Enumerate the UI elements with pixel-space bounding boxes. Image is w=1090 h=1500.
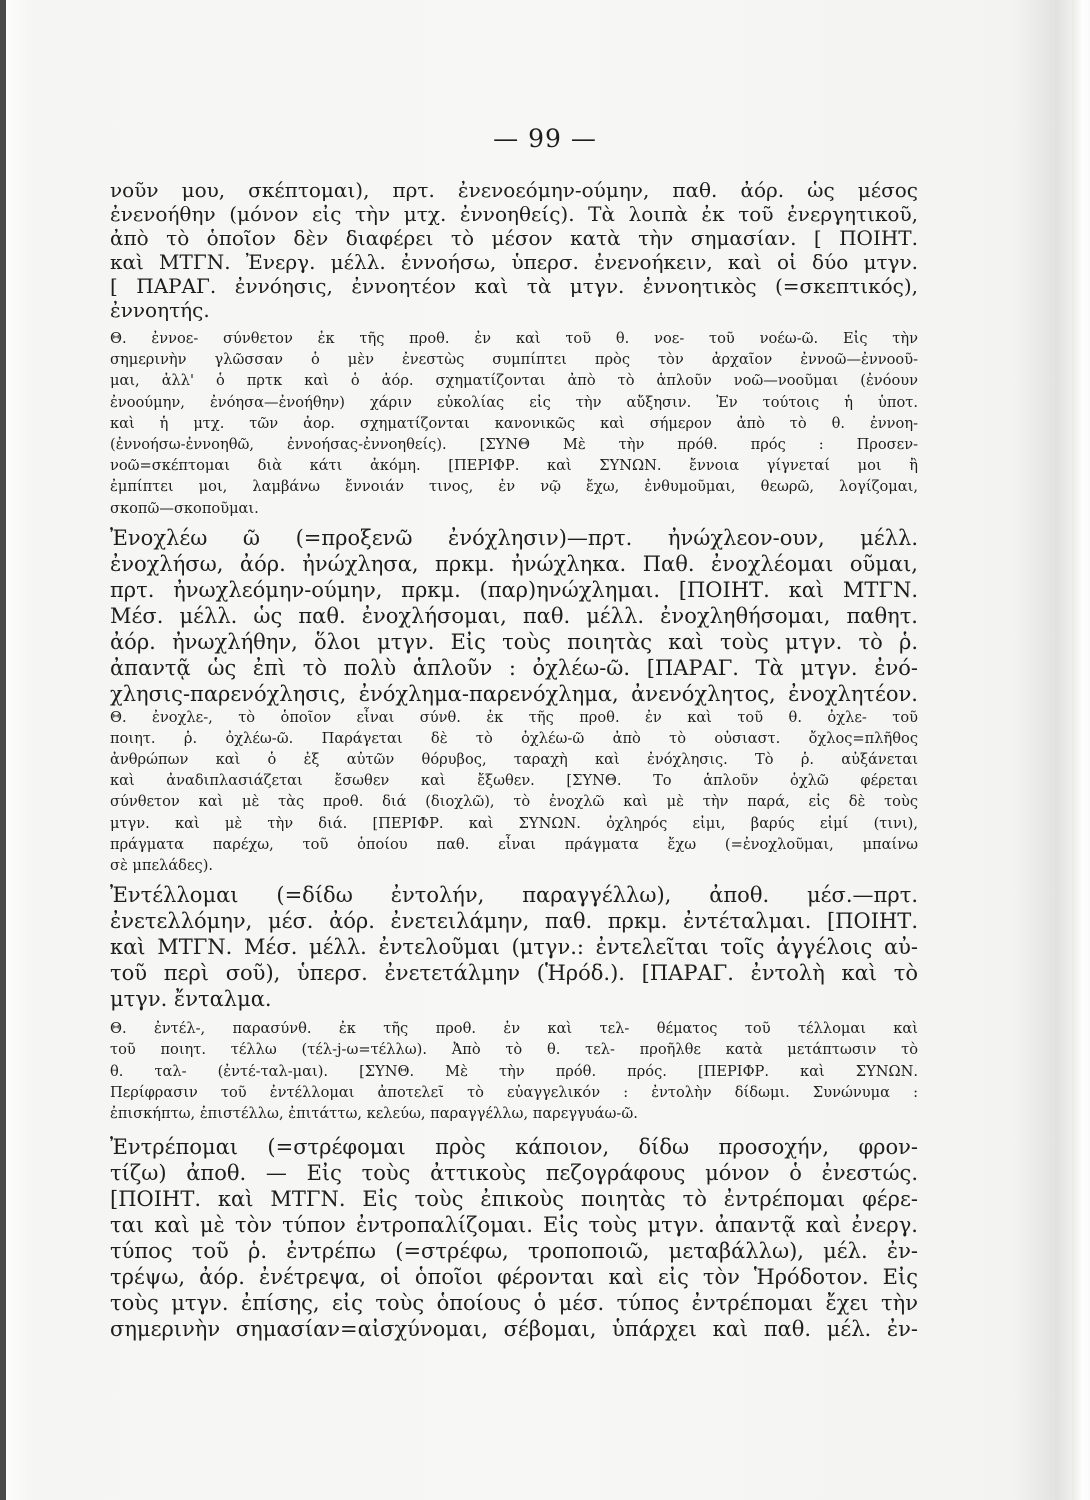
page-right-edge: [1072, 0, 1090, 1500]
note-line: σύνθετον καὶ μὲ τὰς προθ. διά (διοχλῶ), τὸ ἐνοχλῶ καὶ μὲ τὴν παρά, εἰς δὲ τοὺς: [110, 793, 918, 811]
text-line: ἀπὸ τὸ ὁποῖον δὲν διαφέρει τὸ μέσον κατὰ τὴν σημασίαν. [ ΠΟΙΗΤ.: [110, 226, 918, 250]
text-line: σημερινὴν σημασίαν=αἰσχύνομαι, σέβομαι, ὑπάρχει καὶ παθ. μέλ. ἐν-: [110, 1317, 918, 1342]
note-line: καὶ ἀναδιπλασιάζεται ἔσωθεν καὶ ἔξωθεν. [ΣΥΝΘ. Το ἁπλοῦν ὀχλῶ φέρεται: [110, 772, 918, 790]
text-line: καὶ ΜΤΓΝ. Ἐνεργ. μέλλ. ἐννοήσω, ὑπερσ. ἐνενοήκειν, καὶ οἱ δύο μτγν.: [110, 250, 918, 274]
text-line: πρτ. ἠνωχλεόμην-ούμην, πρκμ. (παρ)ηνώχλημαι. [ΠΟΙΗΤ. καὶ ΜΤΓΝ.: [110, 577, 918, 602]
scan-left-edge: [0, 0, 6, 1500]
entry-headline: Ἐνοχλέω ῶ (=προξενῶ ἐνόχλησιν)—πρτ. ἠνώχλεον-ουν, μέλλ.: [110, 525, 918, 550]
text-line: τοὺς μτγν. ἐπίσης, εἰς τοὺς ὁποίους ὁ μέσ. τύπος ἐντρέπομαι ἔχει τὴν: [110, 1291, 918, 1316]
text-line: τρέψω, ἀόρ. ἐνέτρεψα, οἱ ὁποῖοι φέρονται καὶ εἰς τὸν Ἡρόδοτον. Εἰς: [110, 1265, 918, 1290]
note-line: Θ. ἐντέλ-, παρασύνθ. ἐκ τῆς προθ. ἐν καὶ τελ- θέματος τοῦ τέλλομαι καὶ: [110, 1020, 918, 1038]
entry-headline: Ἐντέλλομαι (=δίδω ἐντολήν, παραγγέλλω), ἀποθ. μέσ.—πρτ.: [110, 883, 918, 908]
note-line: (ἐννοήσω-ἐννοηθῶ, ἐννοήσας-ἐννοηθείς). [ΣΥΝΘ Μὲ τὴν πρόθ. πρός : Προσεν-: [110, 435, 918, 453]
text-line: ἐνετελλόμην, μέσ. ἀόρ. ἐνετειλάμην, παθ. πρκμ. ἐντέταλμαι. [ΠΟΙΗΤ.: [110, 909, 918, 934]
note-line: ἐμπίπτει μοι, λαμβάνω ἔννοιάν τινος, ἐν νῷ ἔχω, ἐνθυμοῦμαι, θεωρῶ, λογίζομαι,: [110, 478, 918, 496]
text-line: ἐνενοήθην (μόνον εἰς τὴν μτχ. ἐννοηθείς). Τὰ λοιπὰ ἐκ τοῦ ἐνεργητικοῦ,: [110, 202, 918, 226]
entry-enochleo: [110, 525, 918, 877]
note-line: Θ. ἐννοε- σύνθετον ἐκ τῆς προθ. ἐν καὶ τοῦ θ. νοε- τοῦ νοέω-ῶ. Εἰς τὴν: [110, 330, 918, 347]
text-line: ται καὶ μὲ τὸν τύπον ἐντροπαλίζομαι. Εἰς τοὺς μτγν. ἀπαντᾷ καὶ ἐνεργ.: [110, 1213, 918, 1238]
text-line: νοῦν μου, σκέπτομαι), πρτ. ἐνενοεόμην-ούμην, παθ. ἀόρ. ὡς μέσος: [110, 178, 918, 202]
text-line: τίζω) ἀποθ. — Εἰς τοὺς ἀττικοὺς πεζογράφους μόνον ὁ ἐνεστώς.: [110, 1161, 918, 1186]
text-line: ἐνοχλήσω, ἀόρ. ἠνώχλησα, πρκμ. ἠνώχληκα. Παθ. ἐνοχλέομαι οῦμαι,: [110, 551, 918, 576]
note-line: καὶ ἡ μτχ. τῶν ἀορ. σχηματίζονται κανονικῶς καὶ σήμερον ἀπὸ τὸ θ. ἐννοη-: [110, 414, 918, 432]
etymology-note: [110, 1018, 918, 1124]
note-line: νοῶ=σκέπτομαι διὰ κάτι ἀκόμη. [ΠΕΡΙΦΡ. καὶ ΣΥΝΩΝ. ἔννοια γίγνεταί μοι ἢ: [110, 457, 918, 475]
entry-ennoo-continuation: [110, 178, 918, 519]
page-number: — 99 —: [493, 124, 597, 153]
text-line: καὶ ΜΤΓΝ. Μέσ. μέλλ. ἐντελοῦμαι (μτγν.: ἐντελεῖται τοῖς ἀγγέλοις αὐ-: [110, 935, 918, 960]
text-line: χλησις-παρενόχλησις, ἐνόχλημα-παρενόχλημα, ἀνενόχλητος, ἐνοχλητέον.: [110, 681, 918, 706]
text-line: [ ΠΑΡΑΓ. ἐννόησις, ἐννοητέον καὶ τὰ μτγν. ἐννοητικὸς (=σκεπτικός),: [110, 274, 918, 298]
note-line: σὲ μπελάδες).: [110, 857, 214, 874]
note-line: τοῦ ποιητ. τέλλω (τέλ-j-ω=τέλλω). Ἀπὸ τὸ θ. τελ- προῆλθε κατὰ μετάπτωσιν τὸ: [110, 1041, 918, 1059]
entry-headline: Ἐντρέπομαι (=στρέφομαι πρὸς κάποιον, δίδω προσοχήν, φρον-: [110, 1135, 918, 1160]
note-line: σκοπῶ—σκοποῦμαι.: [110, 499, 259, 517]
note-line: ἀνθρώπων καὶ ὁ ἐξ αὐτῶν θόρυβος, ταραχὴ καὶ ἐνόχλησις. Τὸ ῥ. αὐξάνεται: [110, 751, 918, 769]
note-line: πράγματα παρέχω, τοῦ ὁποίου παθ. εἶναι πράγματα ἔχω (=ἐνοχλοῦμαι, μπαίνω: [110, 835, 918, 853]
note-line: σημερινὴν γλῶσσαν ὁ μὲν ἐνεστὼς συμπίπτει πρὸς τὸν ἀρχαῖον ἐννοῶ—ἐννοοῦ-: [110, 351, 918, 369]
etymology-note: [110, 707, 918, 877]
note-line: θ. ταλ- (ἐντέ-ταλ-μαι). [ΣΥΝΘ. Μὲ τὴν πρόθ. πρός. [ΠΕΡΙΦΡ. καὶ ΣΥΝΩΝ.: [110, 1062, 918, 1080]
text-line: τοῦ περὶ σοῦ), ὑπερσ. ἐνετετάλμην (Ἡρόδ.). [ΠΑΡΑΓ. ἐντολὴ καὶ τὸ: [110, 961, 918, 986]
note-line: ἐπισκήπτω, ἐπιστέλλω, ἐπιτάττω, κελεύω, παραγγέλλω, παρεγγυάω-ῶ.: [110, 1104, 638, 1122]
text-line: Μέσ. μέλλ. ὡς παθ. ἐνοχλήσομαι, παθ. μέλλ. ἐνοχληθήσομαι, παθητ.: [110, 603, 918, 628]
dictionary-text: [110, 178, 918, 1342]
note-line: ποιητ. ῥ. ὀχλέω-ῶ. Παράγεται δὲ τὸ ὀχλέω-ῶ ἀπὸ τὸ οὐσιαστ. ὄχλος=πλῆθος: [110, 729, 918, 747]
etymology-note: [110, 328, 918, 519]
note-line: Θ. ἐνοχλε-, τὸ ὁποῖον εἶναι σύνθ. ἐκ τῆς προθ. ἐν καὶ τοῦ θ. ὀχλε- τοῦ: [110, 708, 918, 726]
text-line: ἀόρ. ἠνωχλήθην, ὅλοι μτγν. Εἰς τοὺς ποιητὰς καὶ τοὺς μτγν. τὸ ῥ.: [110, 629, 918, 654]
entry-entrepomai: [110, 1134, 918, 1342]
entry-entellomai: [110, 882, 918, 1124]
text-line: ἀπαντᾷ ὡς ἐπὶ τὸ πολὺ ἁπλοῦν : ὀχλέω-ῶ. [ΠΑΡΑΓ. Τὰ μτγν. ἐνό-: [110, 655, 918, 680]
text-line: τύπος τοῦ ῥ. ἐντρέπω (=στρέφω, τροποποιῶ, μεταβάλλω), μέλ. ἐν-: [110, 1239, 918, 1264]
note-line: ἐνοούμην, ἐνόησα—ἐνοήθην) χάριν εὐκολίας εἰς τὴν αὔξησιν. Ἐν τούτοις ἡ ὑποτ.: [110, 393, 918, 411]
text-line: μτγν. ἔνταλμα.: [110, 987, 272, 1012]
text-line: [ΠΟΙΗΤ. καὶ ΜΤΓΝ. Εἰς τοὺς ἐπικοὺς ποιητὰς τὸ ἐντρέπομαι φέρε-: [110, 1187, 918, 1212]
note-line: μαι, ἀλλ' ὁ πρτκ καὶ ὁ ἀόρ. σχηματίζονται ἀπὸ τὸ ἁπλοῦν νοῶ—νοοῦμαι (ἐνόουν: [110, 372, 918, 390]
text-line: ἐννοητής.: [110, 298, 210, 322]
note-line: μτγν. καὶ μὲ τὴν διά. [ΠΕΡΙΦΡ. καὶ ΣΥΝΩΝ. ὀχληρός εἰμι, βαρύς εἰμί (τινι),: [110, 814, 918, 832]
note-line: Περίφρασιν τοῦ ἐντέλλομαι ἀποτελεῖ τὸ εὐαγγελικόν : ἐντολὴν δίδωμι. Συνώνυμα :: [110, 1083, 918, 1101]
